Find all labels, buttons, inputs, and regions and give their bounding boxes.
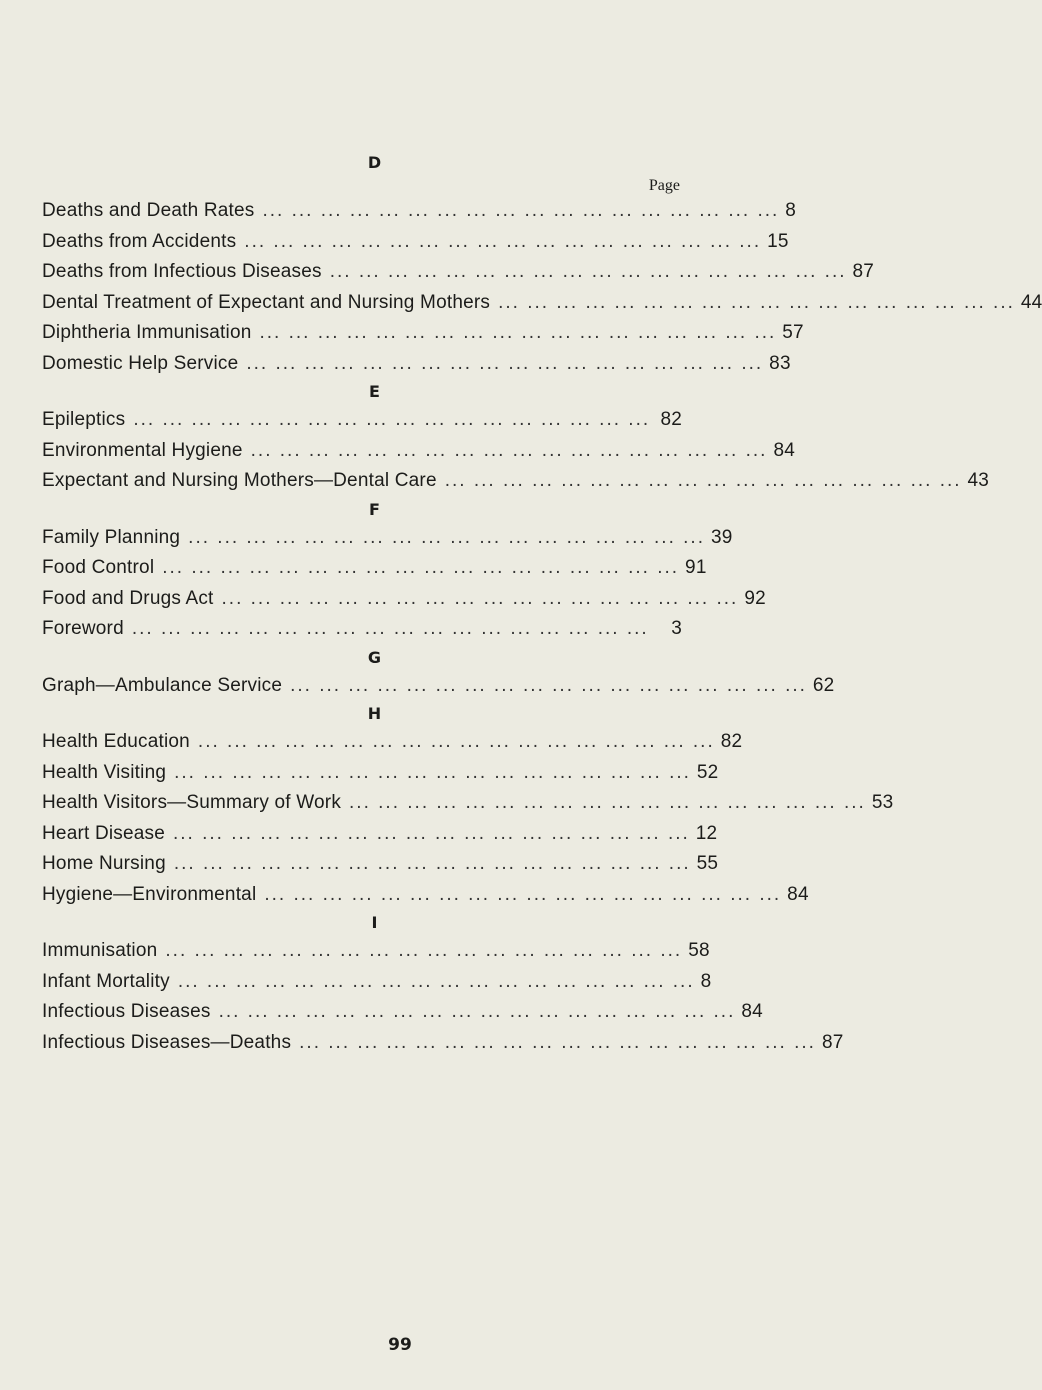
entry-page: 83 [769,352,791,374]
entry-page: 52 [696,761,719,783]
entry-page: 3 [671,618,682,639]
entry-page: 87 [821,1031,844,1053]
section-letter: G [367,647,382,667]
leader-dots: ... ... ... ... ... ... ... ... ... ... ... ... ... ... ... ... ... ... [177,970,695,992]
leader-dots: ... ... ... ... ... ... ... ... ... ... ... ... ... ... ... ... ... ... [349,792,866,813]
entry-page: 82 [660,409,682,430]
leader-dots: ... ... ... ... ... ... ... ... ... ... ... ... ... ... ... ... ... ... [172,822,690,844]
index-entry [42,523,733,554]
index-entry [42,936,710,967]
entry-label: Food Control [42,557,155,578]
section-letter: H [367,704,382,723]
entry-page: 58 [688,940,710,961]
index-entry [42,967,712,998]
leader-dots: ... ... ... ... ... ... ... ... ... ... ... ... ... ... ... ... ... ... [162,557,680,578]
entry-label: Home Nursing [42,853,166,874]
index-page [42,150,1042,1058]
index-entry [42,997,763,1028]
section-letter: E [369,382,380,401]
entry-label: Deaths from Infectious Diseases [42,261,322,282]
leader-dots: ... ... ... ... ... ... ... ... ... ... ... ... ... ... ... ... ... ... [329,261,847,282]
leader-dots: ... ... ... ... ... ... ... ... ... ... ... ... ... ... ... ... ... ... [444,470,962,491]
index-entry [42,553,707,584]
entry-label: Epileptics [42,409,126,430]
leader-dots: ... ... ... ... ... ... ... ... ... ... ... ... ... ... ... ... ... ... [262,200,780,221]
page-column-heading: Page [648,177,680,194]
entry-page: 84 [741,1001,763,1022]
entry-label: Deaths and Death Rates [42,200,255,221]
entry-label: Graph—Ambulance Service [42,674,283,696]
entry-label: Health Visitors—Summary of Work [42,792,342,813]
entry-page: 84 [773,439,795,461]
index-entry [42,227,789,258]
entry-label: Infant Mortality [42,970,170,992]
leader-dots: ... ... ... ... ... ... ... ... ... ... ... ... ... ... ... ... ... ... [188,526,705,548]
leader-dots: ... ... ... ... ... ... ... ... ... ... ... ... ... ... ... ... ... ... [165,940,683,961]
index-entry [42,671,835,702]
leader-dots: ... ... ... ... ... ... ... ... ... ... ... ... ... ... ... ... ... ... [133,409,651,430]
entry-label: Diphtheria Immunisation [42,322,252,343]
index-entry [42,788,894,819]
entry-page: 84 [787,883,809,905]
leader-dots: ... ... ... ... ... ... ... ... ... ... ... ... ... ... ... ... ... ... [299,1031,816,1053]
entry-label: Deaths from Accidents [42,230,237,252]
index-entry [42,1028,844,1059]
index-entry [42,257,875,288]
page-number: 99 [388,1335,412,1355]
entry-page: 8 [785,200,797,221]
entry-label: Health Education [42,731,190,752]
entry-label: Dental Treatment of Expectant and Nursing Mothers [42,291,491,313]
entry-label: Expectant and Nursing Mothers—Dental Care [42,470,437,491]
index-entry [42,405,682,436]
entry-label: Foreword [42,618,124,639]
entry-label: Environmental Hygiene [42,439,243,461]
entry-page: 43 [967,470,990,491]
leader-dots: ... ... ... ... ... ... ... ... ... ... ... ... ... ... ... ... ... ... [498,291,1015,313]
section-letter: D [367,153,382,172]
entry-label: Infectious Diseases—Deaths [42,1031,292,1053]
leader-dots: ... ... ... ... ... ... ... ... ... ... ... ... ... ... ... ... ... ... [197,731,715,752]
entry-page: 12 [695,822,718,844]
entry-page: 87 [852,261,875,282]
entry-page: 57 [782,322,804,343]
section-letter: F [369,499,380,519]
index-entry [42,436,795,467]
index-entry [42,349,791,380]
entry-label: Immunisation [42,940,158,961]
index-entry [42,288,1042,319]
entry-label: Infectious Diseases [42,1001,211,1022]
section-letter: I [371,913,378,932]
index-entry [42,196,797,227]
index-entry [42,584,766,615]
entry-page: 15 [767,230,789,252]
index-entry [42,614,682,645]
leader-dots: ... ... ... ... ... ... ... ... ... ... ... ... ... ... ... ... ... ... [264,883,782,905]
entry-label: Health Visiting [42,761,167,783]
entry-page: 8 [700,970,712,992]
entry-page: 44 [1020,291,1042,313]
leader-dots: ... ... ... ... ... ... ... ... ... ... ... ... ... ... ... ... ... ... [173,853,691,874]
entry-page: 55 [696,853,719,874]
leader-dots: ... ... ... ... ... ... ... ... ... ... ... ... ... ... ... ... ... ... [250,439,768,461]
index-entry [42,758,719,789]
index-entry [42,727,743,758]
leader-dots: ... ... ... ... ... ... ... ... ... ... ... ... ... ... ... ... ... ... [174,761,691,783]
leader-dots: ... ... ... ... ... ... ... ... ... ... ... ... ... ... ... ... ... ... [131,618,649,639]
entry-page: 53 [871,792,894,813]
entry-label: Food and Drugs Act [42,587,214,609]
entry-page: 39 [710,526,733,548]
entry-label: Heart Disease [42,822,165,844]
entry-page: 91 [685,557,707,578]
index-entry [42,880,809,911]
leader-dots: ... ... ... ... ... ... ... ... ... ... ... ... ... ... ... ... ... ... [259,322,777,343]
leader-dots: ... ... ... ... ... ... ... ... ... ... ... ... ... ... ... ... ... ... [218,1001,736,1022]
entry-label: Hygiene—Environmental [42,883,257,905]
leader-dots: ... ... ... ... ... ... ... ... ... ... ... ... ... ... ... ... ... ... [244,230,762,252]
entry-page: 92 [744,587,766,609]
leader-dots: ... ... ... ... ... ... ... ... ... ... ... ... ... ... ... ... ... ... [246,352,764,374]
index-entry [42,849,719,880]
leader-dots: ... ... ... ... ... ... ... ... ... ... ... ... ... ... ... ... ... ... [290,674,807,696]
entry-label: Family Planning [42,526,181,548]
entry-page: 82 [720,731,743,752]
index-entry [42,466,990,497]
index-entry [42,318,804,349]
leader-dots: ... ... ... ... ... ... ... ... ... ... ... ... ... ... ... ... ... ... [221,587,739,609]
entry-label: Domestic Help Service [42,352,239,374]
index-entry [42,819,718,850]
entry-page: 62 [812,674,835,696]
